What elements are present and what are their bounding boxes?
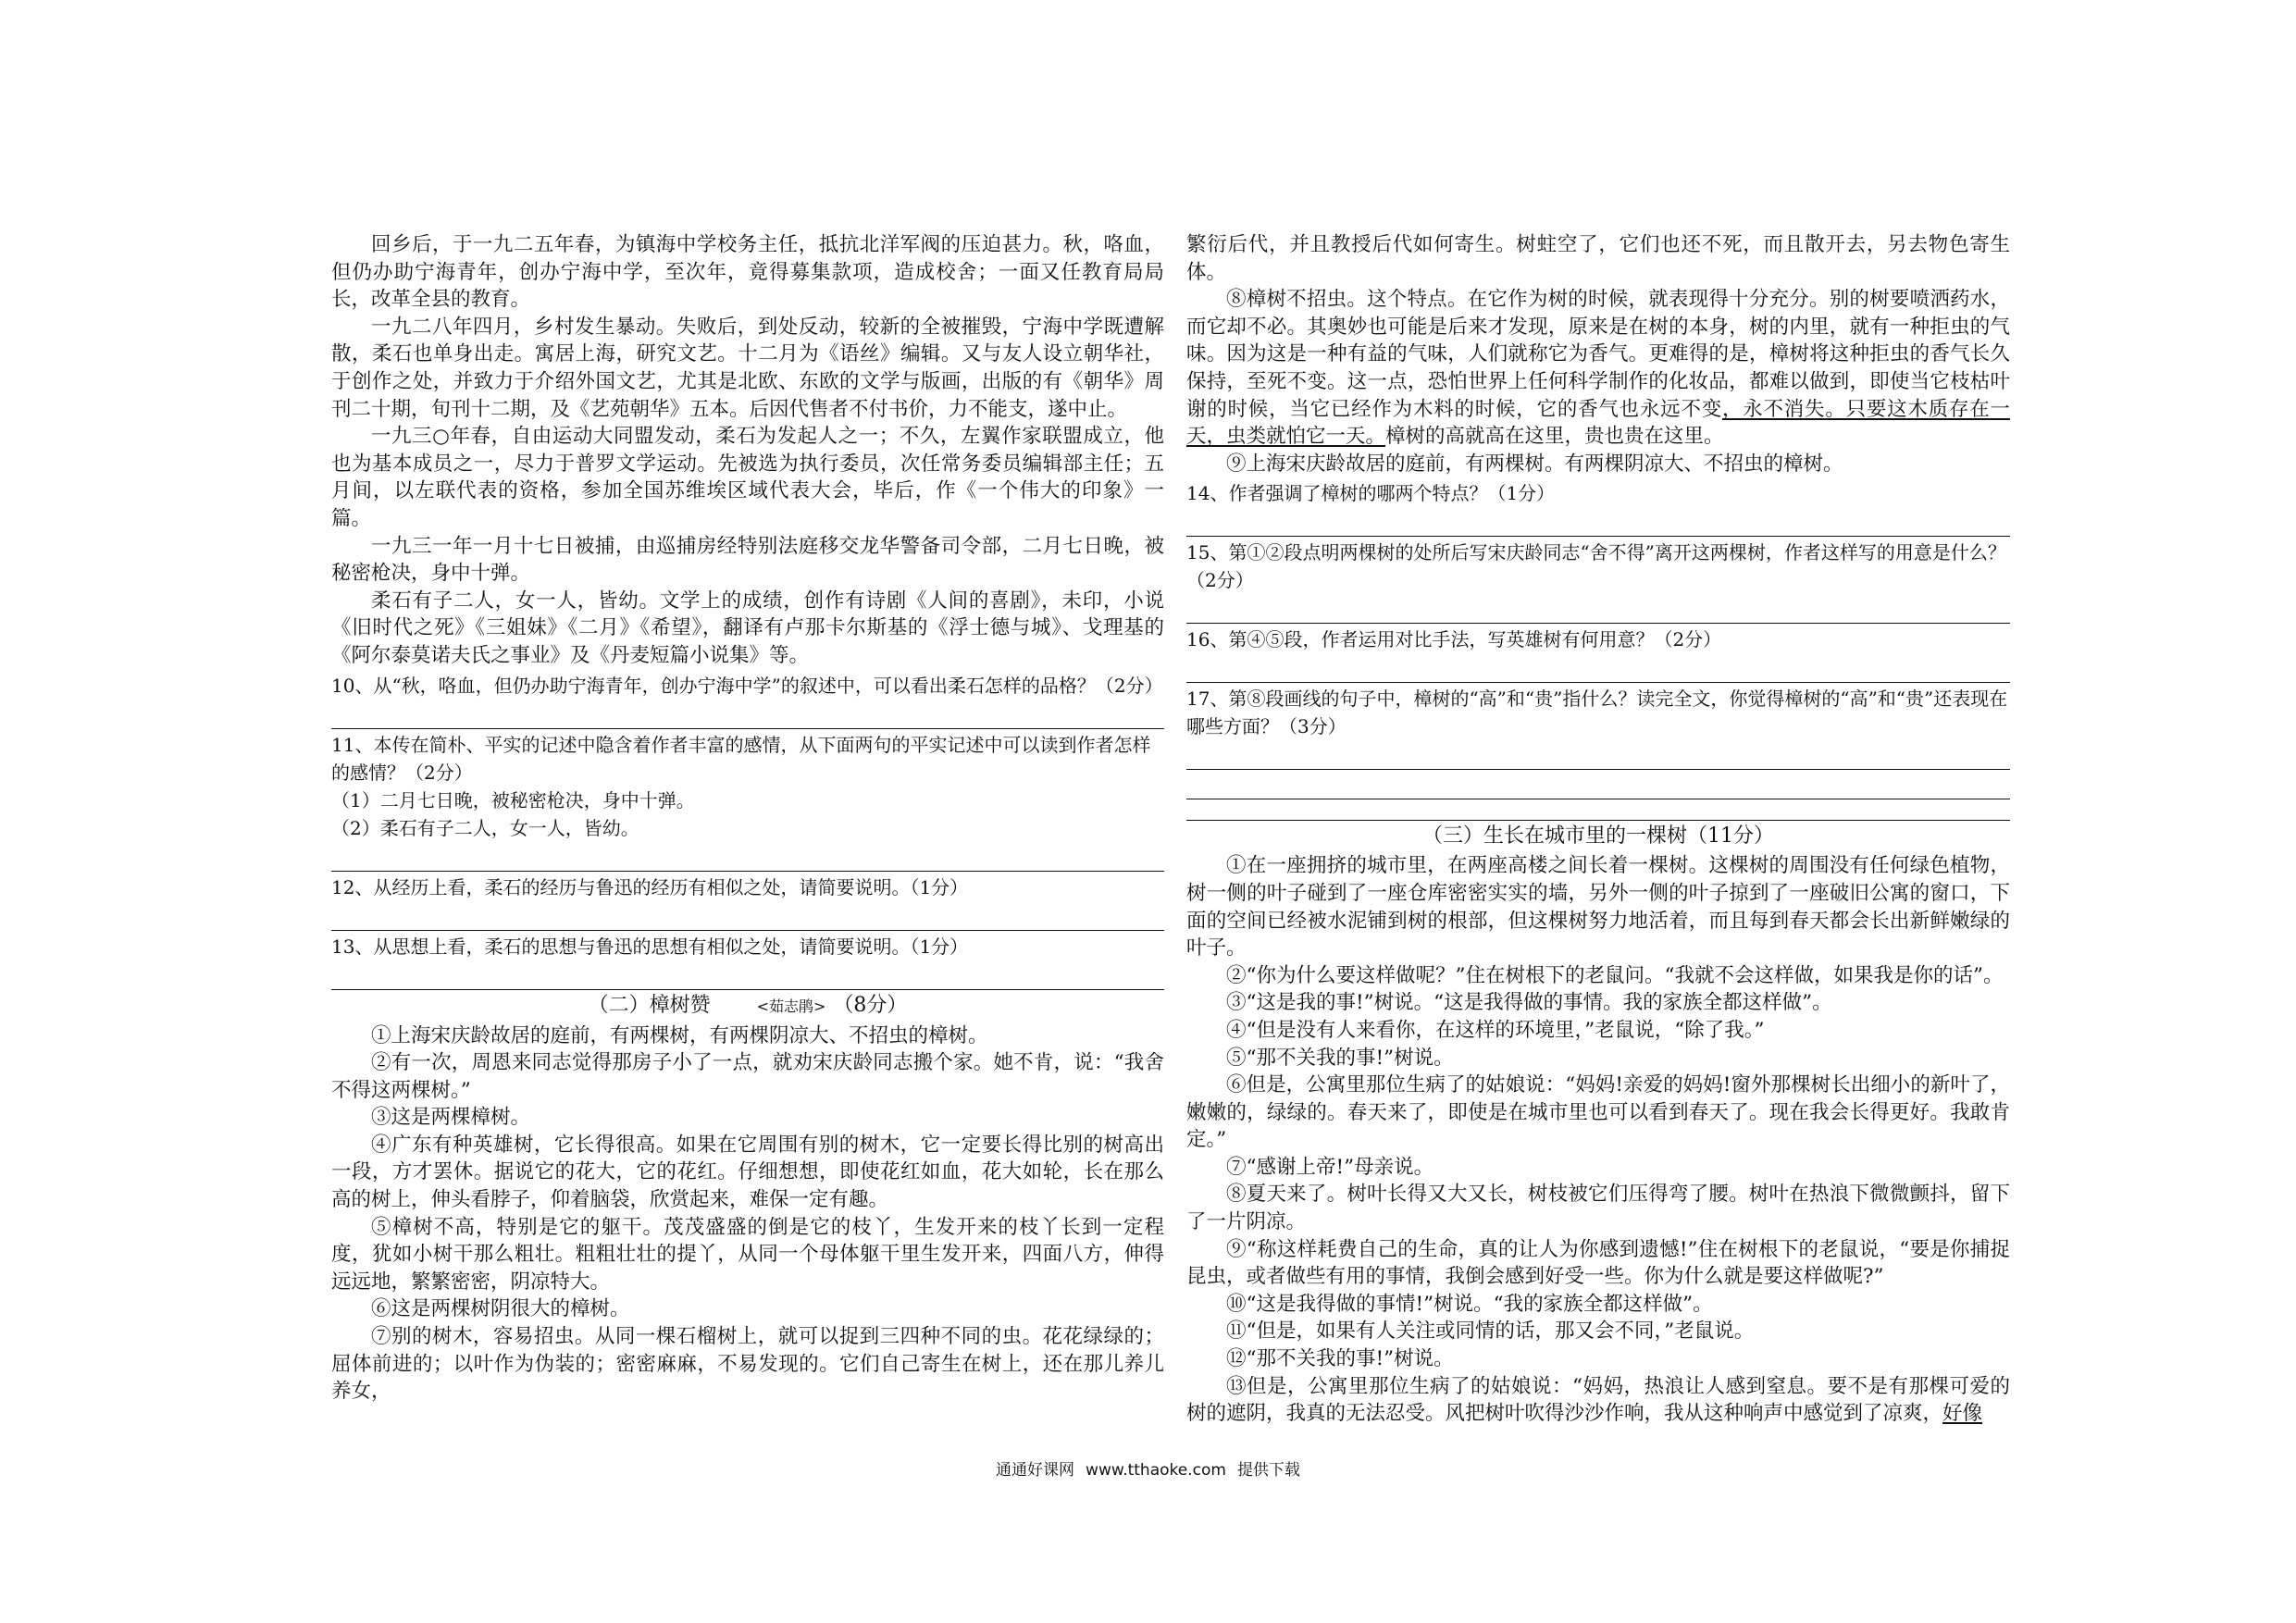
answer-line-14[interactable] — [1186, 507, 2010, 537]
question-10: 10、从“秋，咯血，但仍办助宁海青年，创办宁海中学”的叙述中，可以看出柔石怎样的品格？（2分） — [331, 674, 1163, 697]
tree-para-6: ⑥但是，公寓里那位生病了的姑娘说：“妈妈!亲爱的妈妈!窗外那棵树长出细小的新叶了，嫩嫩的，绿绿的。春天来了，即使是在城市里也可以看到春天了。现在我会长得更好。我敢肯定。” — [1186, 1073, 2010, 1152]
tree-para-8: ⑧夏天来了。树叶长得又大又长，树枝被它们压得弯了腰。树叶在热浪下微微颤抖，留下了一片阴凉。 — [1186, 1183, 2010, 1234]
para-1930: 一九三○年春，自由运动大同盟发动，柔石为发起人之一；不久，左翼作家联盟成立，他也为基本成员之一，尽力于普罗文学运动。先被选为执行委员，次任常务委员编辑部主任；五月间，以左联代表的资格，参加全国苏维埃区域代表大会，毕后，作《一个伟大的印象》一篇。 — [331, 425, 1164, 530]
camphor-para-3: ③这是两棵樟树。 — [371, 1106, 531, 1130]
question-14: 14、作者强调了樟树的哪两个特点？（1分） — [1186, 482, 1556, 505]
answer-line-13[interactable] — [331, 960, 1164, 990]
camphor-para-7-continued: 繁衍后代，并且教授后代如何寄生。树蛀空了，它们也还不死，而且散开去，另去物色寄生体。 — [1186, 233, 2010, 284]
answer-line-10[interactable] — [331, 700, 1164, 729]
question-11: 11、本传在简朴、平实的记述中隐含着作者丰富的感情，从下面两句的平实记述中可以读到作者怎样的感情？（2分） — [331, 733, 1151, 784]
camphor-para-7: ⑦别的树木，容易招虫。从同一棵石榴树上，就可以捉到三四种不同的虫。花花绿绿的；屈体前进的；以叶作为伪装的；密密麻麻，不易发现的。它们自己寄生在树上，还在那儿养儿养女， — [331, 1325, 1164, 1404]
question-11-item-2: （2）柔石有子二人，女一人，皆幼。 — [331, 816, 639, 839]
answer-line-17b[interactable] — [1186, 770, 2010, 799]
answer-line-12[interactable] — [331, 901, 1164, 931]
camphor-para-1: ①上海宋庆龄故居的庭前，有两棵树，有两棵阴凉大、不招虫的樟树。 — [371, 1023, 988, 1047]
para-1931: 一九三一年一月十七日被捕，由巡捕房经特别法庭移交龙华警备司令部，二月七日晚，被秘密枪决，身中十弹。 — [331, 534, 1164, 586]
answer-line-11[interactable] — [331, 842, 1164, 872]
tree-para-13-underlined: 好像 — [1942, 1402, 1983, 1426]
tree-para-13 — [1186, 1373, 2010, 1428]
camphor-para-2: ②有一次，周恩来同志觉得那房子小了一点，就劝宋庆龄同志搬个家。她不肯，说：“我舍不得这两棵树。” — [331, 1051, 1164, 1102]
page-footer — [0, 1456, 2296, 1480]
question-16: 16、第④⑤段，作者运用对比手法，写英雄树有何用意？（2分） — [1186, 628, 1722, 651]
tree-para-2: ②“你为什么要这样做呢？”住在树根下的老鼠问。“我就不会这样做，如果我是你的话”。 — [1226, 963, 2004, 987]
camphor-para-8-text: ⑧樟树不招虫。这个特点。在它作为树的时候，就表现得十分充分。别的树要喷洒药水，而它却不必。其奥妙也可能是后来才发现，原来是在树的本身，树的内里，就有一种拒虫的气味。因为这是一种有益的气味，人们就称它为香气。更难得的是，樟树将这种拒虫的香气长久保持，至死不变。这一点，恐怕世界上任何科学制作的化妆品，都难以做到，即使当它枝枯叶谢的时候，当它已经作为木料的时候，它的香气也永远不变 — [1186, 288, 2010, 421]
tree-para-7: ⑦“感谢上帝!”母亲说。 — [1226, 1155, 1434, 1179]
tree-para-9: ⑨“称这样耗费自己的生命，真的让人为你感到遗憾!”住在树根下的老鼠说，“要是你捕捉昆虫，或者做些有用的事情，我倒会感到好受一些。你为什么就是要这样做呢?” — [1186, 1237, 2010, 1289]
section-2-author: <茹志鹃> — [756, 997, 826, 1015]
camphor-para-5: ⑤樟树不高，特别是它的躯干。茂茂盛盛的倒是它的枝丫，生发开来的枝丫长到一定程度，犹如小树干那么粗壮。粗粗壮壮的提丫，从同一个母体躯干里生发开来，四面八方，伸得远远地，繁繁密密，阴凉特大。 — [331, 1215, 1164, 1294]
tree-para-11: ⑪“但是，如果有人关注或同情的话，那又会不同，”老鼠说。 — [1226, 1319, 1755, 1344]
section-2-title: （二）樟树赞 — [588, 993, 711, 1017]
tree-para-3: ③“这是我的事!”树说。“这是我得做的事情。我的家族全都这样做”。 — [1226, 991, 1832, 1015]
tree-para-13-text: ⑬但是，公寓里那位生病了的姑娘说：“妈妈，热浪让人感到窒息。要不是有那棵可爱的树的遮阴，我真的无法忍受。风把树叶吹得沙沙作响，我从这种响声中感觉到了凉爽， — [1186, 1374, 2010, 1426]
camphor-para-8 — [1186, 286, 2010, 451]
answer-line-17c[interactable] — [1186, 799, 2010, 821]
para-family-works: 柔石有子二人，女一人，皆幼。文学上的成绩，创作有诗剧《人间的喜剧》，未印，小说《旧时代之死》《三姐妹》《二月》《希望》，翻译有卢那卡尔斯基的《浮士德与城》、戈理基的《阿尔泰莫诺夫氏之事业》及《丹麦短篇小说集》等。 — [331, 588, 1164, 667]
section-2-heading — [331, 990, 1164, 1022]
answer-line-15[interactable] — [1186, 594, 2010, 624]
footer-site-name: 通通好课网 — [996, 1461, 1075, 1480]
tree-para-12: ⑫“那不关我的事!”树说。 — [1226, 1347, 1454, 1371]
camphor-para-8-underlined: ，永不消失。只要这木质存在一天，虫类就怕它一天。 — [1186, 397, 2010, 449]
footer-note: 提供下载 — [1236, 1461, 1300, 1480]
question-15: 15、第①②段点明两棵树的处所后写宋庆龄同志“舍不得”离开这两棵树，作者这样写的用意是什么？（2分） — [1186, 541, 2006, 592]
camphor-para-6: ⑥这是两棵树阴很大的樟树。 — [371, 1297, 630, 1321]
tree-para-4: ④“但是没有人来看你，在这样的环境里，”老鼠说，“除了我。” — [1226, 1018, 1765, 1042]
answer-line-17a[interactable] — [1186, 740, 2010, 770]
footer-url: www.tthaoke.com — [1086, 1461, 1226, 1480]
camphor-para-8-end: 樟树的高就高在这里，贵也贵在这里。 — [1385, 425, 1724, 449]
tree-para-10: ⑩“这是我得做的事情!”树说。“我的家族全都这样做”。 — [1226, 1292, 1713, 1316]
para-1928: 一九二八年四月，乡村发生暴动。失败后，到处反动，较新的全被摧毁，宁海中学既遭解散，柔石也单身出走。寓居上海，研究文艺。十二月为《语丝》编辑。又与友人设立朝华社，于创作之处，并致力于介绍外国文艺，尤其是北欧、东欧的文学与版画，出版的有《朝华》周刊二十期，旬刊十二期，及《艺苑朝华》五本。后因代售者不付书价，力不能支，遂中止。 — [331, 315, 1164, 421]
camphor-para-4: ④广东有种英雄树，它长得很高。如果在它周围有别的树木，它一定要长得比别的树高出一段，方才罢休。据说它的花大，它的花红。仔细想想，即使花红如血，花大如轮，长在那么高的树上，伸头看脖子，仰着脑袋，欣赏起来，难保一定有趣。 — [331, 1133, 1164, 1212]
question-11-item-1: （1）二月七日晚，被秘密枪决，身中十弹。 — [331, 788, 695, 812]
camphor-para-9: ⑨上海宋庆龄故居的庭前，有两棵树。有两棵阴凉大、不招虫的樟树。 — [1226, 452, 1843, 476]
para-return-home: 回乡后，于一九二五年春，为镇海中学校务主任，抵抗北洋军阀的压迫甚力。秋，咯血，但仍办助宁海青年，创办宁海中学，至次年，竟得募集款项，造成校舍；一面又任教育局局长，改革全县的教育。 — [331, 233, 1164, 312]
right-column — [1186, 231, 2010, 1428]
tree-para-5: ⑤“那不关我的事!”树说。 — [1226, 1046, 1454, 1070]
left-column — [331, 231, 1164, 1406]
answer-line-16[interactable] — [1186, 653, 2010, 683]
question-13: 13、从思想上看，柔石的思想与鲁迅的思想有相似之处，请简要说明。（1分） — [331, 935, 969, 958]
question-17: 17、第⑧段画线的句子中，樟树的“高”和“贵”指什么？读完全文，你觉得樟树的“高”和“贵”还表现在哪些方面？（3分） — [1186, 688, 2008, 738]
section-3-heading: （三）生长在城市里的一棵树（11分） — [1422, 824, 1774, 849]
section-2-score: （8分） — [833, 993, 908, 1017]
question-12: 12、从经历上看，柔石的经历与鲁迅的经历有相似之处，请简要说明。（1分） — [331, 875, 969, 898]
tree-para-1: ①在一座拥挤的城市里，在两座高楼之间长着一棵树。这棵树的周围没有任何绿色植物，树一侧的叶子碰到了一座仓库密密实实的墙，另外一侧的叶子掠到了一座破旧公寓的窗口，下面的空间已经被水泥铺到树的根部，但这棵树努力地活着，而且每到春天都会长出新鲜嫩绿的叶子。 — [1186, 854, 2010, 960]
